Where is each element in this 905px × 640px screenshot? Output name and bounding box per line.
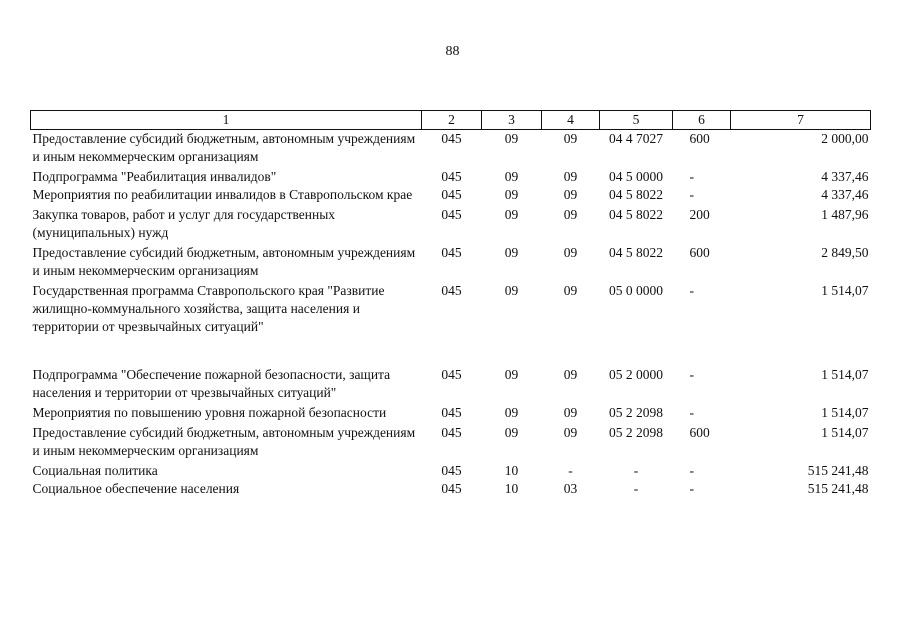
column-header-7: 7 [731,111,871,130]
column-header-row [31,111,871,130]
row-ministry-code: 045 [441,283,462,298]
row-target-code: 04 5 8022 [609,207,663,222]
row-name: Предоставление субсидий бюджетным, автономным учреждениям и иным некоммерческим организациям [32,131,416,164]
row-subsection-code: 09 [563,187,578,202]
row-subsection-code: 09 [563,207,578,222]
row-subsection-code: 09 [563,283,578,298]
row-target-code: 04 5 8022 [609,187,663,202]
row-amount: 4 337,46 [821,169,869,184]
row-amount: 2 849,50 [821,245,869,260]
row-amount: 2 000,00 [821,131,869,146]
row-name: Социальное обеспечение населения [32,481,240,496]
row-expense-type: - [689,169,694,184]
row-name: Мероприятия по реабилитации инвалидов в Ставропольском крае [32,187,413,202]
table-row [31,366,871,404]
row-ministry-code: 045 [441,245,462,260]
row-name: Подпрограмма "Обеспечение пожарной безопасности, защита населения и территории от чрезвычайных ситуаций" [32,367,391,400]
row-target-code: 05 2 2098 [609,425,663,440]
row-section-code: 09 [504,283,519,298]
column-header-4: 4 [542,111,600,130]
row-target-code: 04 4 7027 [609,131,663,146]
row-ministry-code: 045 [441,169,462,184]
row-expense-type: - [689,405,694,420]
row-expense-type: - [689,463,694,478]
row-target-code: 05 0 0000 [609,283,663,298]
row-name: Предоставление субсидий бюджетным, автономным учреждениям и иным некоммерческим организациям [32,425,416,458]
table-row [31,244,871,282]
row-subsection-code: 03 [563,481,578,496]
row-expense-type: 600 [689,245,710,260]
row-subsection-code: 09 [563,131,578,146]
row-amount: 515 241,48 [807,481,869,496]
row-expense-type: - [689,187,694,202]
column-header-2: 2 [422,111,482,130]
table-row [31,462,871,480]
table-row [31,168,871,186]
row-target-code: - [633,463,639,478]
table-row [31,206,871,244]
row-expense-type: - [689,367,694,382]
row-name: Мероприятия по повышению уровня пожарной безопасности [32,405,387,420]
row-section-code: 09 [504,245,519,260]
row-amount: 1 514,07 [821,367,869,382]
row-target-code: 05 2 2098 [609,405,663,420]
table-row [31,424,871,462]
row-amount: 1 487,96 [821,207,869,222]
row-name: Закупка товаров, работ и услуг для государственных (муниципальных) нужд [32,207,336,240]
row-ministry-code: 045 [441,405,462,420]
column-header-5: 5 [600,111,673,130]
row-subsection-code: 09 [563,425,578,440]
row-subsection-code: - [568,463,573,478]
column-header-6: 6 [673,111,731,130]
row-section-code: 09 [504,405,519,420]
row-section-code: 09 [504,187,519,202]
row-target-code: 05 2 0000 [609,367,663,382]
row-expense-type: 600 [689,425,710,440]
column-header-3: 3 [482,111,542,130]
row-amount: 1 514,07 [821,425,869,440]
table-row [31,404,871,424]
row-subsection-code: 09 [563,405,578,420]
row-ministry-code: 045 [441,367,462,382]
row-expense-type: 200 [689,207,710,222]
table-row [31,130,871,169]
row-section-code: 09 [504,207,519,222]
row-ministry-code: 045 [441,207,462,222]
row-amount: 515 241,48 [807,463,869,478]
row-subsection-code: 09 [563,367,578,382]
row-target-code: 04 5 0000 [609,169,663,184]
page-number: 88 [445,44,460,59]
row-section-code: 10 [504,481,519,496]
row-ministry-code: 045 [441,187,462,202]
row-expense-type: - [689,283,694,298]
row-amount: 1 514,07 [821,405,869,420]
row-section-code: 09 [504,169,519,184]
row-target-code: 04 5 8022 [609,245,663,260]
row-target-code: - [633,481,639,496]
table-row [31,186,871,206]
row-ministry-code: 045 [441,463,462,478]
row-section-code: 09 [504,367,519,382]
table-row [31,480,871,498]
table-row [31,282,871,366]
row-subsection-code: 09 [563,245,578,260]
row-subsection-code: 09 [563,169,578,184]
row-amount: 1 514,07 [821,283,869,298]
column-header-1: 1 [31,111,422,130]
row-amount: 4 337,46 [821,187,869,202]
row-name: Социальная политика [32,463,158,478]
budget-table [30,110,871,498]
row-name: Подпрограмма "Реабилитация инвалидов" [32,169,277,184]
row-section-code: 10 [504,463,519,478]
row-section-code: 09 [504,131,519,146]
row-ministry-code: 045 [441,131,462,146]
row-name: Государственная программа Ставропольского края "Развитие жилищно-коммунального хозяйства, защита населения и территории от чрезвычайных ситуаций" [32,283,385,334]
row-name: Предоставление субсидий бюджетным, автономным учреждениям и иным некоммерческим организациям [32,245,416,278]
row-ministry-code: 045 [441,481,462,496]
row-expense-type: 600 [689,131,710,146]
row-ministry-code: 045 [441,425,462,440]
row-section-code: 09 [504,425,519,440]
row-expense-type: - [689,481,694,496]
